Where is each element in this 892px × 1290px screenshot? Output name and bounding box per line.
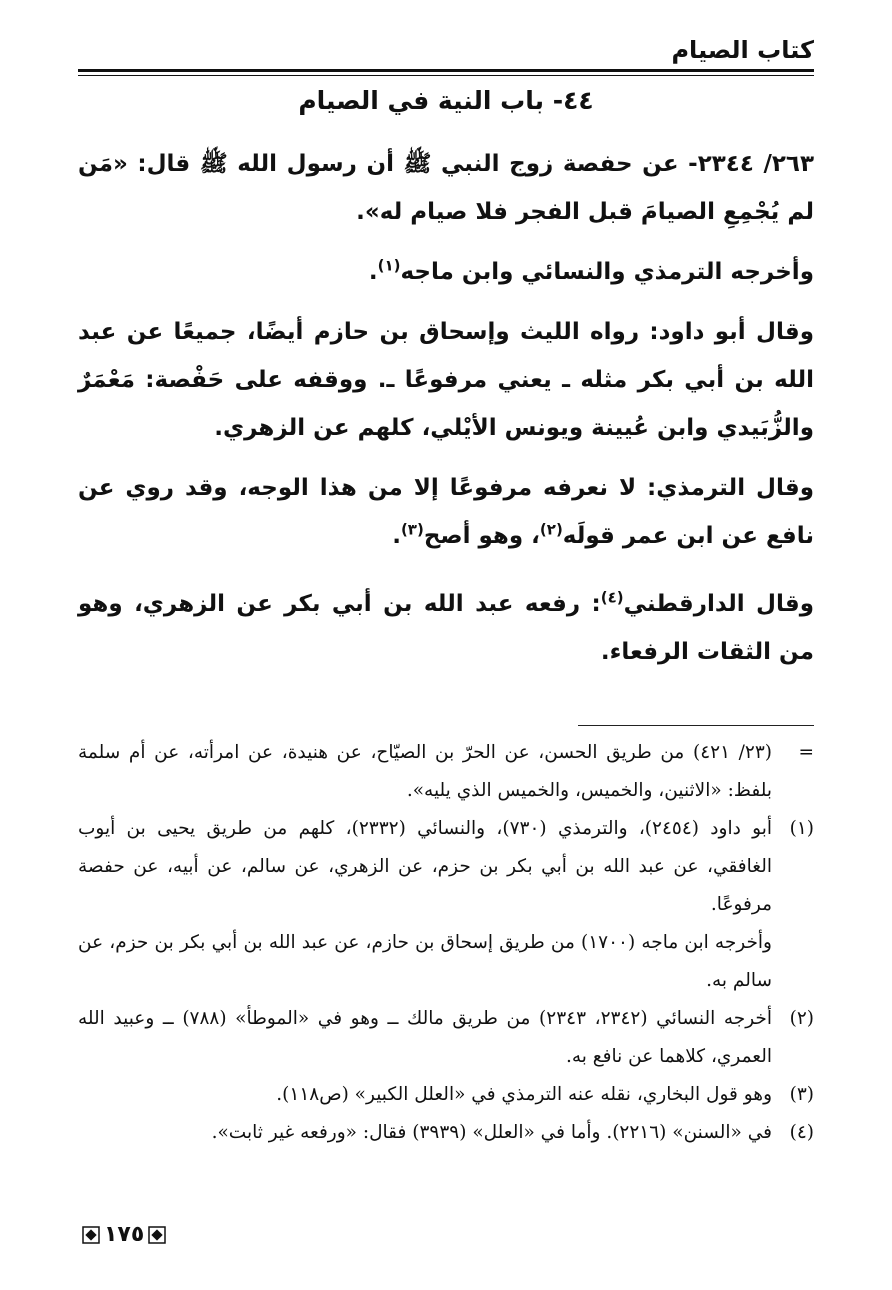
daraqutni-text: وقال الدارقطني	[623, 591, 814, 617]
footnote-marker: (٣)	[789, 1084, 814, 1105]
footnote-3	[78, 1076, 814, 1114]
footnote-marker: (٤)	[789, 1122, 814, 1143]
hadith-text: ٢٦٣/ ٢٣٤٤- عن حفصة زوج النبي ﷺ أن رسول الله ﷺ قال: «مَن لم يُجْمِعِ الصيامَ قبل الفجر فلا صيام له».	[78, 151, 814, 225]
square-ornament-icon	[82, 1226, 100, 1244]
footnotes	[78, 734, 814, 1152]
footnote-ref-4[interactable]: (٤)	[600, 588, 624, 607]
takhrij-text: وأخرجه الترمذي والنسائي وابن ماجه	[400, 259, 814, 285]
footnote-ref-3[interactable]: (٣)	[400, 520, 424, 539]
square-ornament-icon	[148, 1226, 166, 1244]
daraqutni-paragraph	[78, 580, 814, 676]
header-rule-thin	[78, 75, 814, 76]
hadith-paragraph	[78, 140, 814, 236]
running-header: كتاب الصيام	[671, 36, 814, 64]
daraqutni-text-2: : رفعه عبد الله بن أبي بكر عن الزهري، وهو من الثقات الرفعاء.	[78, 591, 814, 665]
footnote-2	[78, 1000, 814, 1076]
abu-dawud-paragraph	[78, 308, 814, 452]
abu-dawud-text: وقال أبو داود: رواه الليث وإسحاق بن حازم أيضًا، جميعًا عن عبد الله بن أبي بكر مثله ـ يعني مرفوعًا ـ. ووقفه على حَفْصة: مَعْمَرٌ والزُّبَيدي وابن عُيينة ويونس الأيْلي، كلهم عن الزهري.	[78, 319, 814, 441]
tirmidhi-text: وقال الترمذي: لا نعرفه مرفوعًا إلا من هذا الوجه، وقد روي عن نافع عن ابن عمر قولَه	[78, 475, 814, 549]
footnote-text: أبو داود (٢٤٥٤)، والترمذي (٧٣٠)، والنسائي (٢٣٣٢)، كلهم من طريق يحيى بن أيوب الغافقي، عن عبد الله بن أبي بكر بن حزم، عن الزهري، عن سالم، عن أبيه، عن حفصة مرفوعًا.	[78, 818, 772, 915]
footnote-ref-1[interactable]: (١)	[377, 256, 401, 275]
chapter-title: ٤٤- باب النية في الصيام	[298, 86, 594, 115]
footnote-marker: =	[798, 742, 814, 763]
footnote-ref-2[interactable]: (٢)	[539, 520, 563, 539]
footnote-text: (٢٣/ ٤٢١) من طريق الحسن، عن الحرّ بن الصيّاح، عن هنيدة، عن امرأته، عن أم سلمة بلفظ: «الاثنين، والخميس، والخميس الذي يليه».	[78, 742, 772, 801]
footnote-text: وأخرجه ابن ماجه (١٧٠٠) من طريق إسحاق بن حازم، عن عبد الله بن أبي بكر بن حزم، عن سالم به.	[78, 932, 772, 991]
page-number-block	[82, 1222, 166, 1247]
tirmidhi-paragraph	[78, 464, 814, 560]
tirmidhi-text-2: ، وهو أصح	[423, 523, 540, 549]
tirmidhi-end: .	[392, 523, 401, 549]
footnote-marker: (١)	[789, 818, 814, 839]
footnote-1	[78, 810, 814, 1000]
footnote-text: أخرجه النسائي (٢٣٤٢، ٢٣٤٣) من طريق مالك ــ وهو في «الموطأ» (٧٨٨) ــ وعبيد الله العمري، كلاهما عن نافع به.	[78, 1008, 772, 1067]
footnote-marker: (٢)	[789, 1008, 814, 1029]
footnote-text: وهو قول البخاري، نقله عنه الترمذي في «العلل الكبير» (ص١١٨).	[276, 1084, 772, 1105]
footnote-continued	[78, 734, 814, 810]
takhrij-paragraph	[78, 248, 814, 296]
footnote-text: في «السنن» (٢٢١٦). وأما في «العلل» (٣٩٣٩) فقال: «ورفعه غير ثابت».	[211, 1122, 772, 1143]
page-number: ١٧٥	[104, 1222, 145, 1247]
header-rule-thick	[78, 69, 814, 72]
footnote-separator	[578, 725, 814, 726]
takhrij-end: .	[368, 259, 378, 285]
footnote-4	[78, 1114, 814, 1152]
